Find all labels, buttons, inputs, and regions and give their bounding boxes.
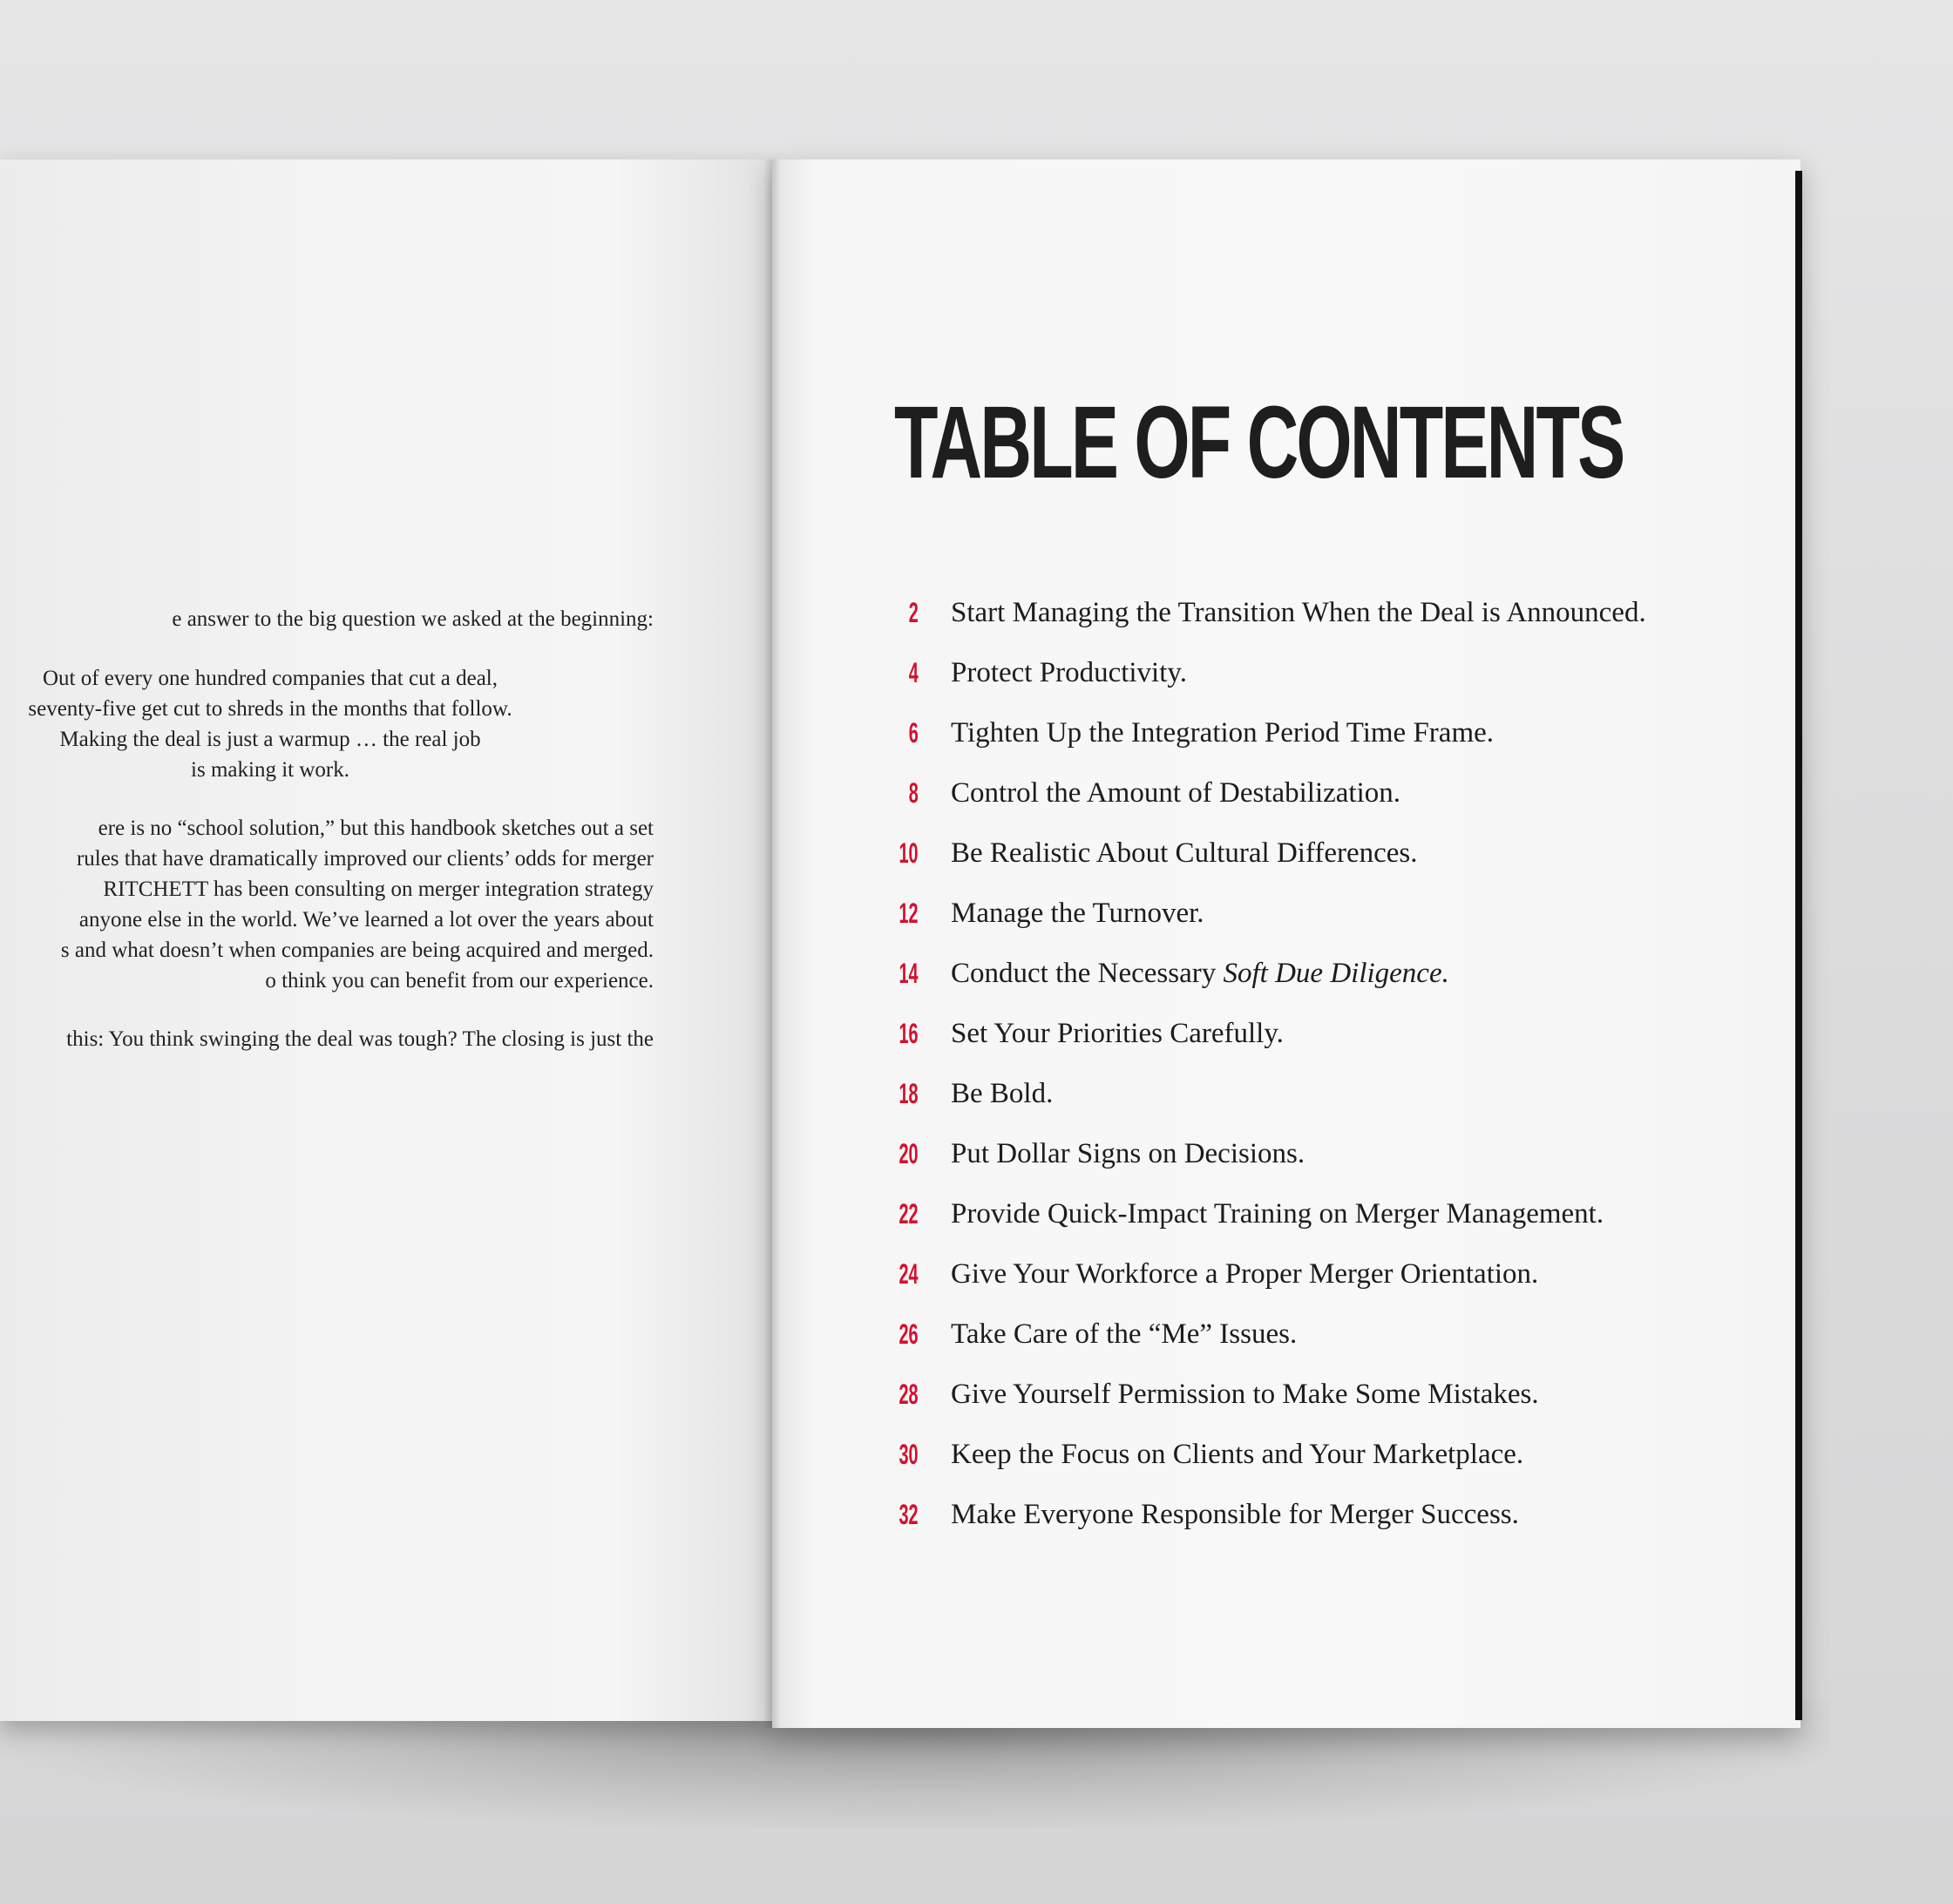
toc-page-number: 6 bbox=[908, 717, 919, 749]
quote-line: Making the deal is just a warmup … the real job bbox=[59, 728, 481, 751]
toc-page-number: 18 bbox=[899, 1078, 919, 1109]
toc-entry bbox=[871, 654, 1795, 714]
toc-entry bbox=[871, 1495, 1795, 1555]
toc-page-number: 20 bbox=[899, 1138, 919, 1169]
toc-entry-title: Make Everyone Responsible for Merger Success. bbox=[951, 1499, 1519, 1530]
toc-entry bbox=[871, 1435, 1795, 1495]
toc-entry-title: Be Realistic About Cultural Differences. bbox=[951, 837, 1418, 869]
toc-entry-title: Be Bold. bbox=[951, 1078, 1054, 1109]
paragraph-line: RITCHETT has been consulting on merger integration strategy bbox=[103, 877, 654, 901]
toc-page-number: 4 bbox=[908, 657, 919, 688]
toc-entry bbox=[871, 1315, 1795, 1375]
toc-entry-title: Manage the Turnover. bbox=[951, 898, 1204, 929]
toc-entry bbox=[871, 1014, 1795, 1074]
toc-entry bbox=[871, 1255, 1795, 1315]
paragraph-line: anyone else in the world. We’ve learned a lot over the years about bbox=[78, 908, 654, 932]
paragraph-line: s and what doesn’t when companies are being acquired and merged. bbox=[60, 938, 654, 962]
left-page bbox=[0, 159, 772, 1721]
toc-entry bbox=[871, 1074, 1795, 1135]
paragraph-line: rules that have dramatically improved our clients’ odds for merger bbox=[76, 847, 654, 871]
toc-title: TABLE OF CONTENTS bbox=[894, 385, 1624, 500]
book-spine bbox=[763, 159, 781, 1728]
toc-page-number: 2 bbox=[908, 597, 919, 628]
toc-entry-title: Provide Quick-Impact Training on Merger Management. bbox=[951, 1198, 1604, 1230]
toc-page-number: 28 bbox=[899, 1379, 919, 1410]
toc-entry-title: Keep the Focus on Clients and Your Marketplace. bbox=[951, 1439, 1524, 1470]
toc-list bbox=[871, 593, 1795, 1555]
toc-entry-title: Tighten Up the Integration Period Time Frame. bbox=[951, 717, 1495, 749]
toc-entry-title bbox=[951, 954, 1449, 993]
paragraph-line: o think you can benefit from our experience. bbox=[265, 969, 654, 993]
toc-page-number: 12 bbox=[899, 898, 919, 929]
quote-line: seventy-five get cut to shreds in the months that follow. bbox=[28, 697, 512, 721]
toc-entry-title: Give Your Workforce a Proper Merger Orientation. bbox=[951, 1258, 1539, 1290]
toc-entry bbox=[871, 774, 1795, 834]
toc-entry bbox=[871, 834, 1795, 894]
toc-entry-title: Start Managing the Transition When the Deal is Announced. bbox=[951, 597, 1646, 628]
toc-page-number: 14 bbox=[899, 958, 919, 989]
toc-entry-title: Take Care of the “Me” Issues. bbox=[951, 1318, 1298, 1350]
toc-entry bbox=[871, 593, 1795, 654]
toc-entry-title-italic: Soft Due Diligence. bbox=[1223, 958, 1449, 989]
quote-line: Out of every one hundred companies that cut a deal, bbox=[42, 667, 498, 690]
toc-entry-title: Set Your Priorities Carefully. bbox=[951, 1018, 1284, 1049]
toc-entry-title-plain: Conduct the Necessary bbox=[951, 958, 1224, 989]
quote-line: is making it work. bbox=[191, 758, 349, 782]
toc-entry-title: Protect Productivity. bbox=[951, 657, 1187, 688]
paragraph-line: this: You think swinging the deal was tough? The closing is just the bbox=[66, 1027, 654, 1051]
toc-page-number: 32 bbox=[899, 1499, 919, 1530]
toc-entry-title: Put Dollar Signs on Decisions. bbox=[951, 1138, 1305, 1169]
toc-page-number: 8 bbox=[908, 777, 919, 809]
toc-page-number: 22 bbox=[899, 1198, 919, 1230]
page-edge bbox=[1795, 171, 1802, 1720]
toc-entry bbox=[871, 1195, 1795, 1255]
toc-page-number: 30 bbox=[899, 1439, 919, 1470]
toc-page-number: 26 bbox=[899, 1318, 919, 1350]
toc-entry bbox=[871, 714, 1795, 774]
toc-entry bbox=[871, 954, 1795, 1014]
paragraph-line: ere is no “school solution,” but this handbook sketches out a set bbox=[98, 816, 654, 840]
intro-line: e answer to the big question we asked at the beginning: bbox=[172, 607, 654, 631]
toc-entry-title: Give Yourself Permission to Make Some Mistakes. bbox=[951, 1379, 1539, 1410]
toc-entry bbox=[871, 1375, 1795, 1435]
toc-page-number: 24 bbox=[899, 1258, 919, 1290]
toc-entry-title: Control the Amount of Destabilization. bbox=[951, 777, 1401, 809]
toc-entry bbox=[871, 894, 1795, 954]
toc-page-number: 16 bbox=[899, 1018, 919, 1049]
toc-page-number: 10 bbox=[899, 837, 919, 869]
toc-entry bbox=[871, 1135, 1795, 1195]
